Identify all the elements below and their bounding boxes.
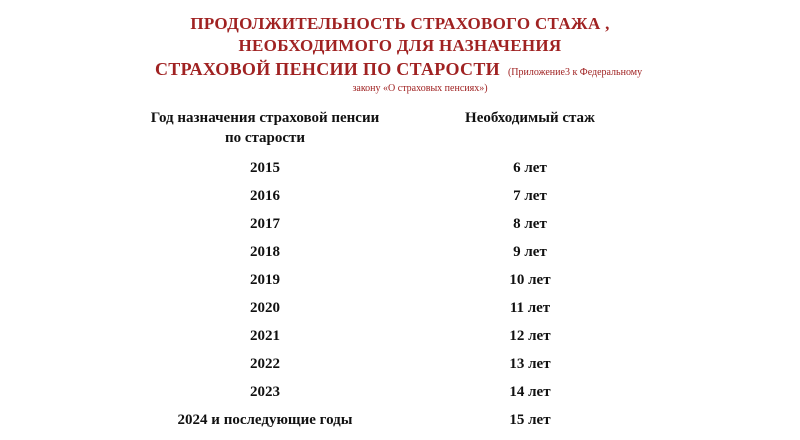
column-header-year: Год назначения страховой пенсии по старости — [150, 110, 380, 146]
column-header-required-experience: Необходимый стаж — [465, 110, 595, 126]
table-row — [0, 160, 800, 188]
year-cell: 2018 — [250, 244, 280, 260]
required-experience-cell: 9 лет — [513, 244, 547, 260]
law-reference-note-part1: (Приложение3 к Федеральному — [507, 67, 643, 78]
table-row — [0, 216, 800, 244]
table-row — [0, 188, 800, 216]
required-experience-cell: 8 лет — [513, 216, 547, 232]
table-row — [0, 272, 800, 300]
required-experience-cell: 12 лет — [509, 328, 551, 344]
required-experience-cell: 13 лет — [509, 356, 551, 372]
required-experience-cell: 15 лет — [509, 412, 551, 428]
table-row — [0, 328, 800, 356]
table-row — [0, 384, 800, 412]
required-experience-cell: 14 лет — [509, 384, 551, 400]
title-line-3-text: СТРАХОВОЙ ПЕНСИИ ПО СТАРОСТИ — [155, 59, 500, 79]
year-cell: 2021 — [250, 328, 280, 344]
year-cell: 2016 — [250, 188, 280, 204]
year-cell: 2022 — [250, 356, 280, 372]
required-experience-cell: 7 лет — [513, 188, 547, 204]
required-experience-cell: 6 лет — [513, 160, 547, 176]
title-line-3 — [155, 59, 642, 80]
table-row — [0, 244, 800, 272]
required-experience-cell: 10 лет — [509, 272, 551, 288]
year-cell: 2017 — [250, 216, 280, 232]
required-experience-cell: 11 лет — [509, 300, 551, 316]
table-row — [0, 300, 800, 328]
year-cell: 2024 и последующие годы — [177, 412, 353, 428]
title-line-2: НЕОБХОДИМОГО ДЛЯ НАЗНАЧЕНИЯ — [238, 36, 562, 55]
table-row — [0, 412, 800, 440]
year-cell: 2023 — [250, 384, 280, 400]
title-line-1: ПРОДОЛЖИТЕЛЬНОСТЬ СТРАХОВОГО СТАЖА , — [190, 14, 610, 33]
year-cell: 2015 — [250, 160, 280, 176]
table-row — [0, 356, 800, 384]
year-cell: 2020 — [250, 300, 280, 316]
law-reference-note-part2: закону «О страховых пенсиях») — [352, 83, 488, 94]
year-cell: 2019 — [250, 272, 280, 288]
